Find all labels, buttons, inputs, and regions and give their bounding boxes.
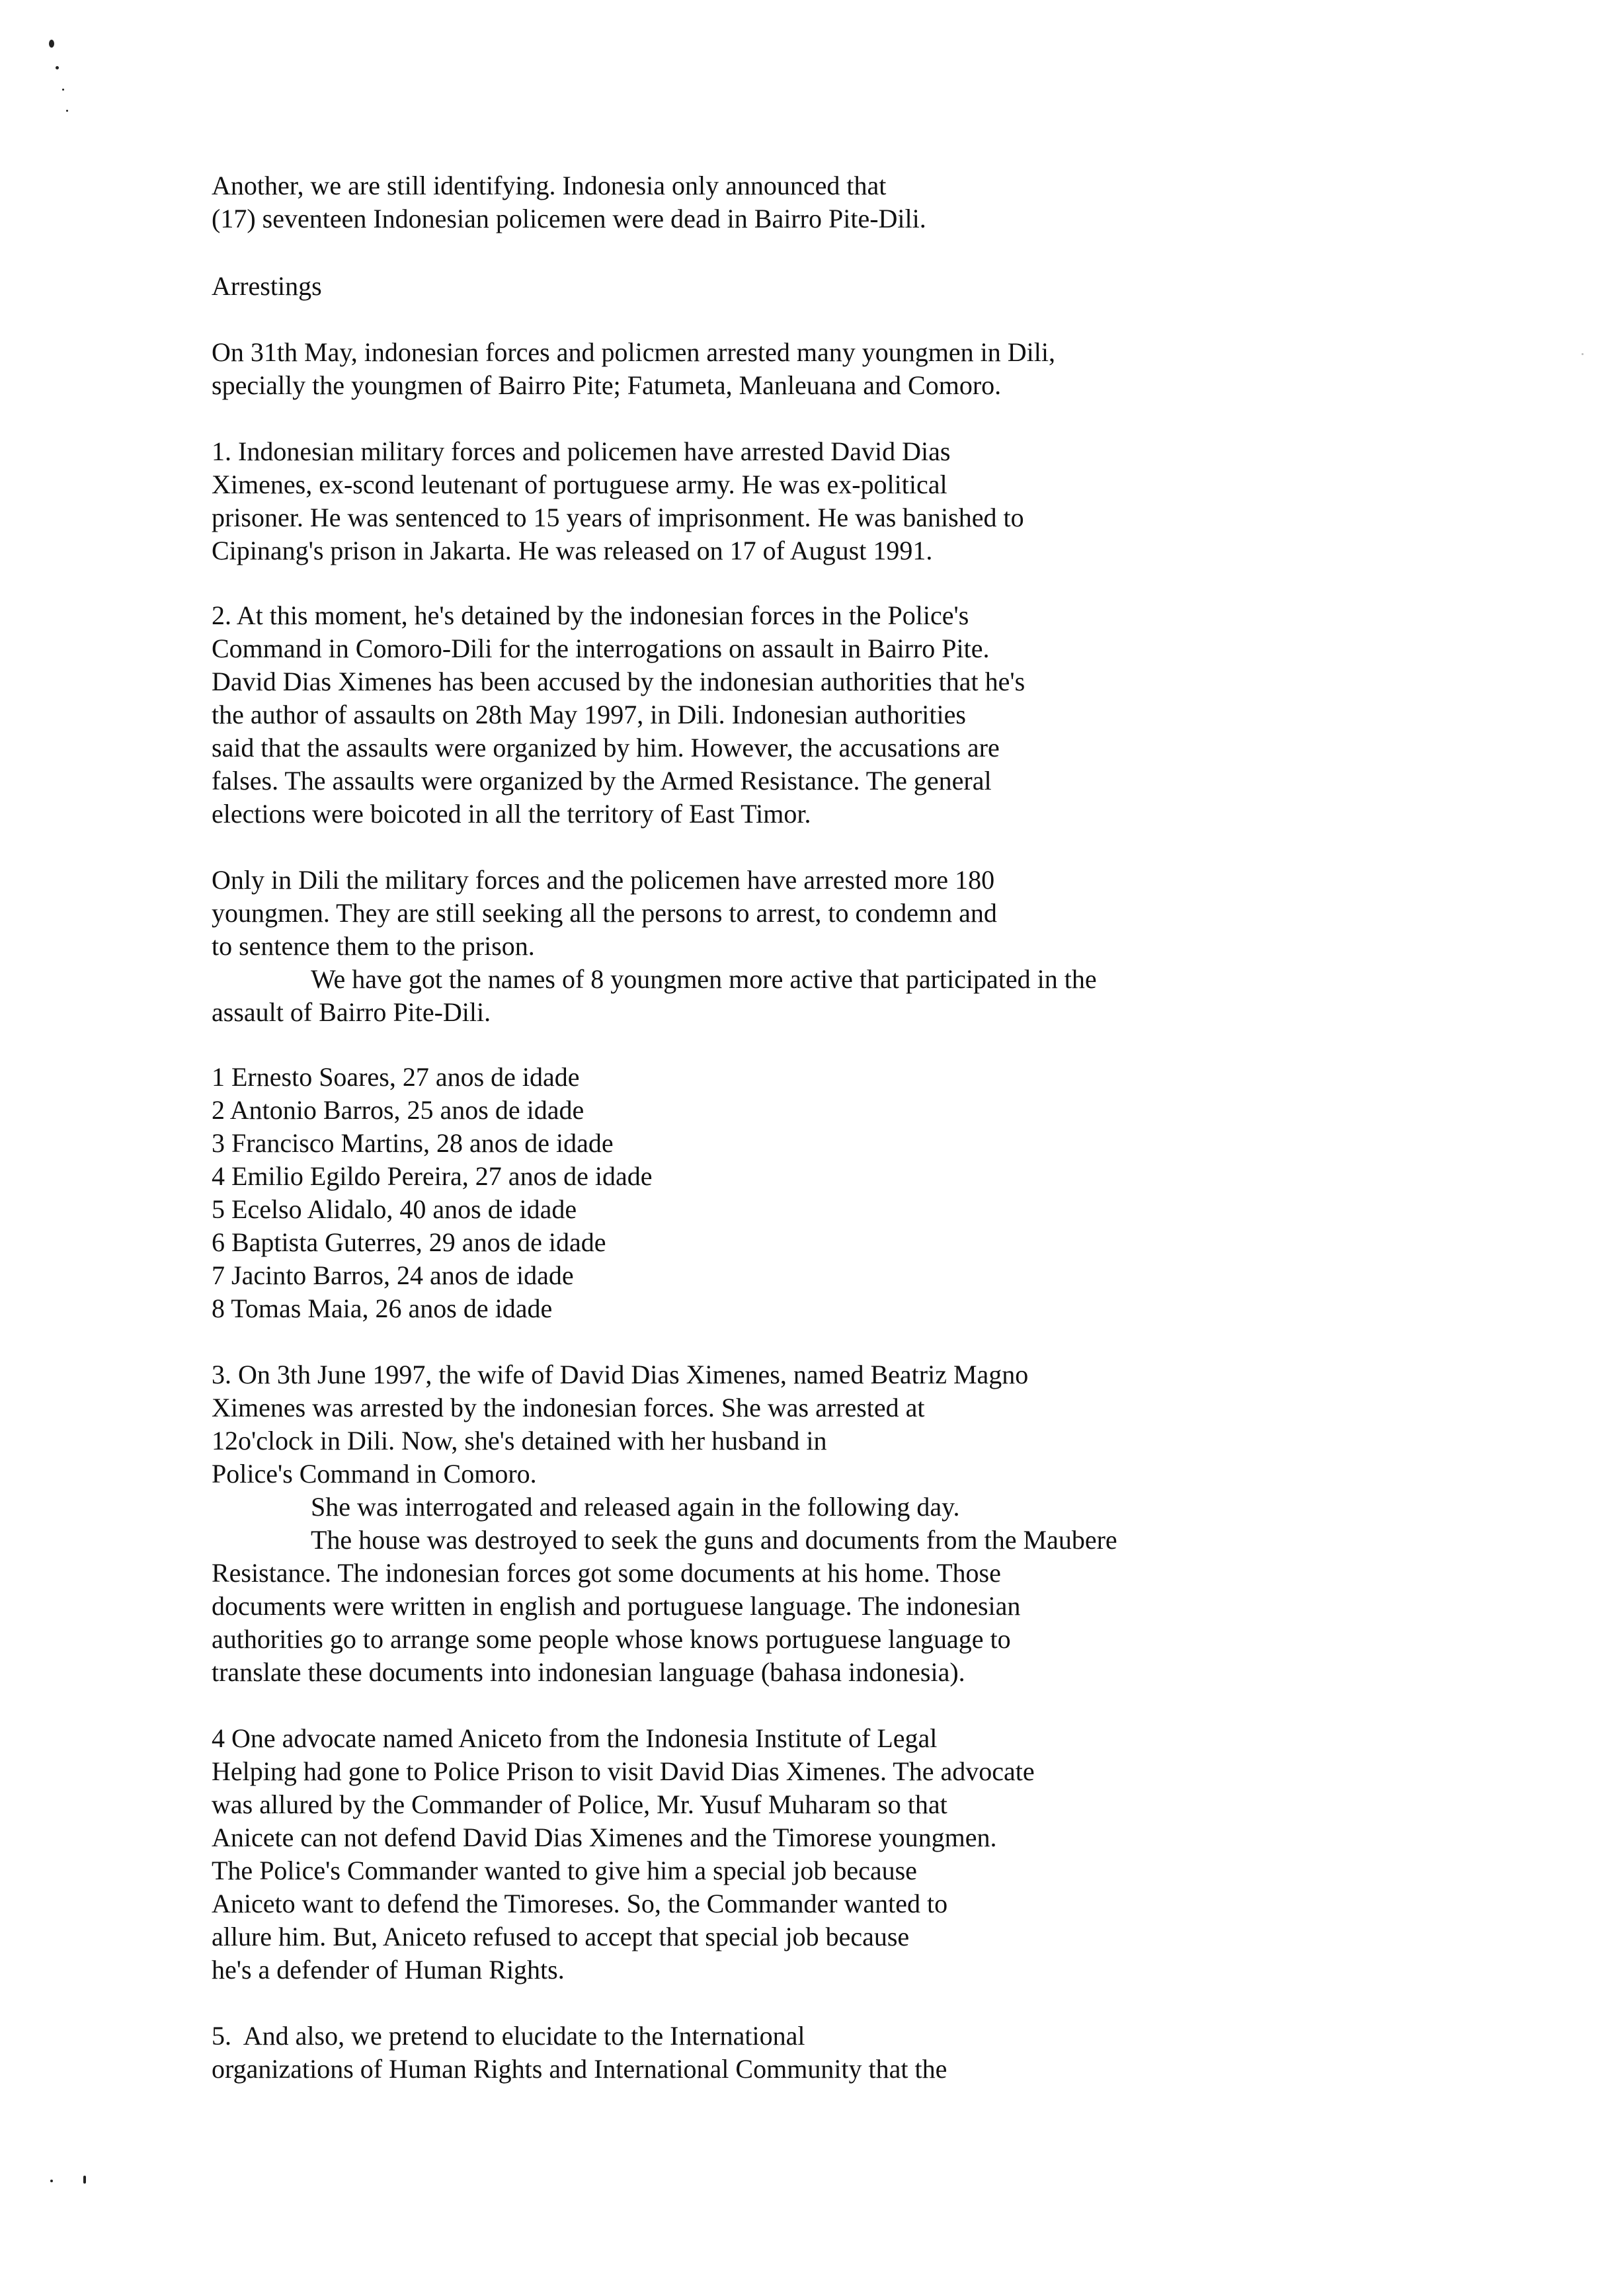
names-list [212, 1061, 1402, 1325]
text-line: authorities go to arrange some people whose knows portuguese language to [212, 1624, 1011, 1654]
text-line: The house was destroyed to seek the guns and documents from the Maubere [311, 1525, 1117, 1555]
item-4-paragraph [212, 1722, 1402, 1987]
text-line: Another, we are still identifying. Indonesia only announced that [212, 171, 887, 200]
text-line: Only in Dili the military forces and the policemen have arrested more 180 [212, 865, 995, 895]
text-line: Command in Comoro-Dili for the interrogations on assault in Bairro Pite. [212, 634, 990, 663]
list-item: 4 Emilio Egildo Pereira, 27 anos de idade [212, 1161, 653, 1191]
text-line: Ximenes, ex-scond leutenant of portuguese army. He was ex-political [212, 470, 947, 499]
text-line: We have got the names of 8 youngmen more active that participated in the [311, 964, 1097, 994]
item-1-paragraph [212, 435, 1402, 567]
text-line: youngmen. They are still seeking all the persons to arrest, to condemn and [212, 898, 997, 928]
text-line: Anicete can not defend David Dias Ximenes and the Timorese youngmen. [212, 1823, 997, 1852]
text-line: Cipinang's prison in Jakarta. He was released on 17 of August 1991. [212, 536, 933, 565]
text-line: said that the assaults were organized by him. However, the accusations are [212, 733, 1000, 762]
text-line: assault of Bairro Pite-Dili. [212, 997, 491, 1027]
item-2-paragraph [212, 599, 1402, 831]
text-line: 4 One advocate named Aniceto from the Indonesia Institute of Legal [212, 1723, 938, 1753]
section-heading-arrestings [212, 270, 1402, 303]
dili-arrests-paragraph [212, 864, 1402, 1029]
text-line: the author of assaults on 28th May 1997, in Dili. Indonesian authorities [212, 700, 966, 729]
list-item: 7 Jacinto Barros, 24 anos de idade [212, 1260, 574, 1290]
text-line: 12o'clock in Dili. Now, she's detained with her husband in [212, 1426, 827, 1456]
text-line: 2. At this moment, he's detained by the indonesian forces in the Police's [212, 600, 969, 630]
scan-speck [66, 110, 68, 112]
text-line: he's a defender of Human Rights. [212, 1955, 565, 1985]
scan-speck [62, 89, 64, 91]
scan-speck [49, 40, 54, 48]
list-item: 6 Baptista Guterres, 29 anos de idade [212, 1227, 606, 1257]
text-line: translate these documents into indonesian language (bahasa indonesia). [212, 1657, 965, 1687]
text-line: Helping had gone to Police Prison to visit David Dias Ximenes. The advocate [212, 1756, 1035, 1786]
text-line: to sentence them to the prison. [212, 931, 535, 961]
text-line: She was interrogated and released again in the following day. [311, 1492, 960, 1522]
arrests-paragraph [212, 336, 1402, 402]
scan-speck [1582, 353, 1584, 355]
list-item: 2 Antonio Barros, 25 anos de idade [212, 1095, 584, 1125]
text-line: Ximenes was arrested by the indonesian forces. She was arrested at [212, 1393, 925, 1422]
text-line: The Police's Commander wanted to give him a special job because [212, 1856, 917, 1885]
scan-speck [50, 2180, 53, 2182]
scan-speck [56, 66, 59, 69]
scan-speck [83, 2176, 86, 2184]
text-line: Aniceto want to defend the Timoreses. So, the Commander wanted to [212, 1889, 948, 1918]
text-line: documents were written in english and portuguese language. The indonesian [212, 1591, 1021, 1621]
item-5-paragraph [212, 2020, 1402, 2086]
text-line: 3. On 3th June 1997, the wife of David Dias Ximenes, named Beatriz Magno [212, 1360, 1029, 1389]
list-item: 5 Ecelso Alidalo, 40 anos de idade [212, 1194, 577, 1224]
item-3-paragraph [212, 1358, 1402, 1689]
text-line: allure him. But, Aniceto refused to accept that special job because [212, 1922, 910, 1951]
list-item: 3 Francisco Martins, 28 anos de idade [212, 1128, 614, 1158]
list-item: 1 Ernesto Soares, 27 anos de idade [212, 1062, 580, 1092]
text-line: falses. The assaults were organized by the Armed Resistance. The general [212, 766, 992, 796]
text-line: specially the youngmen of Bairro Pite; Fatumeta, Manleuana and Comoro. [212, 370, 1002, 400]
text-line: 1. Indonesian military forces and policemen have arrested David Dias [212, 436, 951, 466]
text-line: was allured by the Commander of Police, Mr. Yusuf Muharam so that [212, 1789, 947, 1819]
text-line: prisoner. He was sentenced to 15 years of imprisonment. He was banished to [212, 503, 1024, 532]
text-line: elections were boicoted in all the territory of East Timor. [212, 799, 811, 829]
intro-paragraph [212, 169, 1402, 235]
text-line: Police's Command in Comoro. [212, 1459, 537, 1489]
list-item: 8 Tomas Maia, 26 anos de idade [212, 1293, 553, 1323]
text-line: (17) seventeen Indonesian policemen were dead in Bairro Pite-Dili. [212, 204, 926, 233]
text-line: David Dias Ximenes has been accused by the indonesian authorities that he's [212, 667, 1025, 696]
section-heading: Arrestings [212, 271, 322, 301]
text-line: On 31th May, indonesian forces and policmen arrested many youngmen in Dili, [212, 337, 1055, 367]
text-line: Resistance. The indonesian forces got some documents at his home. Those [212, 1558, 1001, 1588]
text-line: 5. And also, we pretend to elucidate to the International [212, 2021, 805, 2051]
text-line: organizations of Human Rights and International Community that the [212, 2054, 947, 2084]
